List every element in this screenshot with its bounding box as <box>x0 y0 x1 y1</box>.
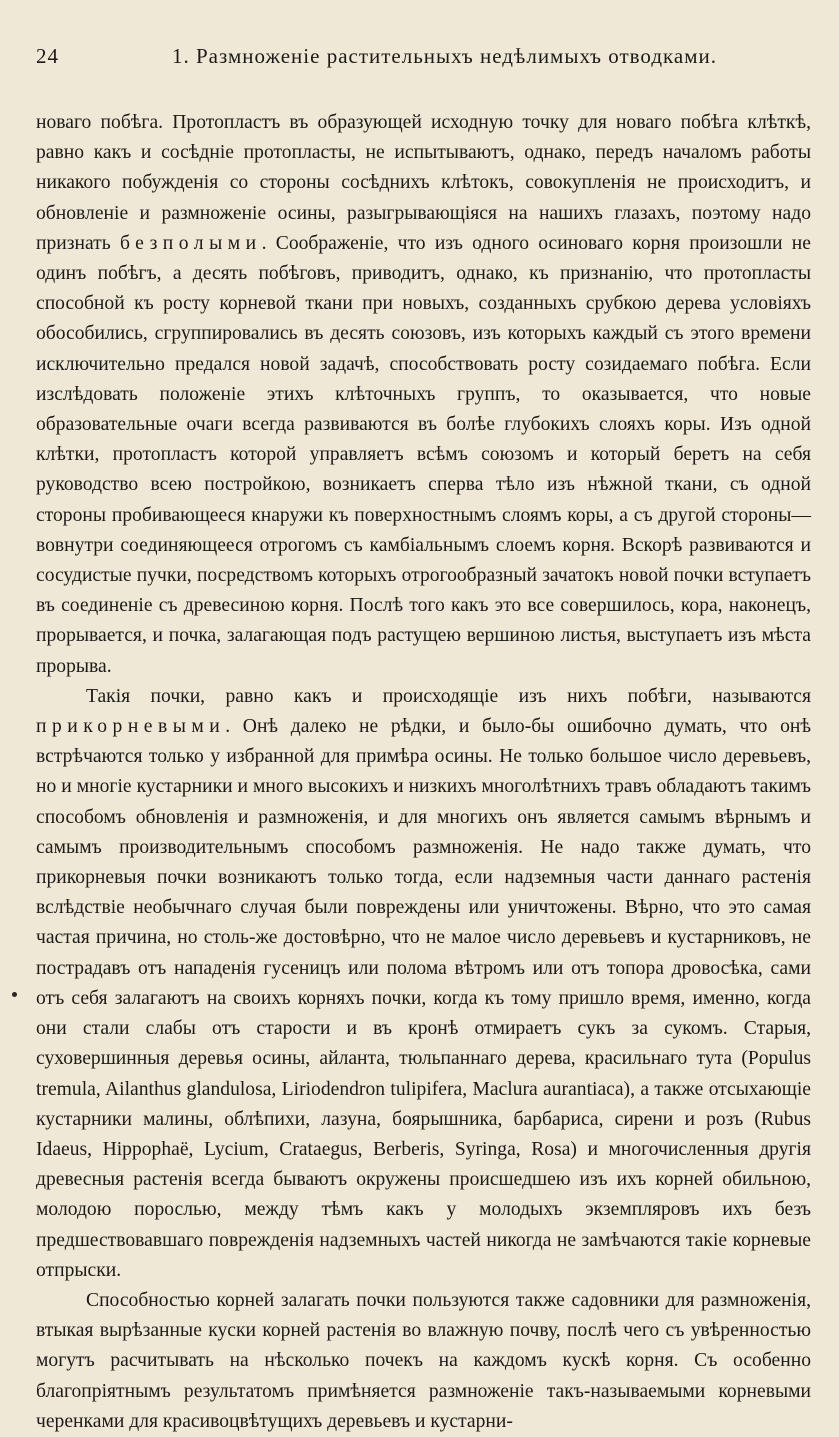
running-title: 1. Размноженіе растительныхъ недѣлимыхъ отводками. <box>172 44 717 68</box>
page-number: 24 <box>36 44 59 68</box>
margin-mark <box>12 992 17 997</box>
emphasized-term: безполыми <box>119 232 262 254</box>
paragraph-3 <box>36 1286 811 1437</box>
text-segment: новаго побѣга. Протопластъ въ образующей исходную точку для новаго побѣга клѣткѣ, равно какъ и сосѣдніе протопласты, не испытываютъ, однако, передъ началомъ работы никакого побужденія со стороны сосѣднихъ клѣтокъ, совокупленія не происходитъ, и обновленіе и размноженіе осины, разыгрывающіяся на нашихъ глазахъ, поэтому надо признать <box>36 112 811 254</box>
emphasized-term: прикорневыми <box>36 716 226 738</box>
paragraph-1 <box>36 108 811 682</box>
text-segment: . Соображеніе, что изъ одного осиноваго корня произошли не одинъ побѣгъ, а десять побѣговъ, приводитъ, однако, къ признанію, что протопласты способной къ росту корневой ткани при новыхъ, созданныхъ срубкою дерева условіяхъ обособились, сгруппировались въ десять союзовъ, изъ которыхъ каждый съ этого времени исключительно предался новой задачѣ, способствовать росту созидаемаго побѣга. Если изслѣдовать положеніе этихъ клѣточныхъ группъ, то оказывается, что новые образовательные очаги всегда развиваются въ болѣе глубокихъ слояхъ коры. Изъ одной клѣтки, протопластъ которой управляетъ всѣмъ союзомъ и который беретъ на себя руководство всею постройкою, возникаетъ сперва тѣло изъ нѣжной ткани, съ одной стороны пробивающееся кнаружи къ поверхностнымъ слоямъ коры, а съ другой стороны—вовнутри соединяющееся отрогомъ съ камбіальнымъ слоемъ корня. Вскорѣ развиваются и сосудистые пучки, посредствомъ которыхъ отрогообразный зачатокъ новой почки вступаетъ въ соединеніе съ древесиною корня. Послѣ того какъ это все совершилось, кора, наконецъ, прорывается, и почка, залагающая подъ растущею вершиною листья, выступаетъ изъ мѣста прорыва. <box>36 232 811 677</box>
text-segment: Такія почки, равно какъ и происходящіе изъ нихъ побѣги, называются <box>86 685 811 707</box>
running-head <box>36 44 813 74</box>
text-segment: Способностью корней залагать почки пользуются также садовники для размноженія, втыкая вырѣзанные куски корней растенія во влажную почву, послѣ чего съ увѣренностью могутъ расчитывать на нѣсколько почекъ на каждомъ кускѣ корня. Съ особенно благопріятнымъ результатомъ примѣняется размноженіе такъ-называемыми корневыми черенками для красивоцвѣтущихъ деревьевъ и кустарни- <box>36 1289 811 1432</box>
text-segment: . Онѣ далеко не рѣдки, и было-бы ошибочно думать, что онѣ встрѣчаются только у избранной для примѣра осины. Не только большое число деревьевъ, но и многіе кустарники и много высокихъ и низкихъ многолѣтнихъ травъ обладаютъ такимъ способомъ обновленія и размноженія, и для многихъ онъ является самымъ вѣрнымъ и самымъ производительнымъ способомъ размноженія. Не надо также думать, что прикорневыя почки возникаютъ только тогда, если надземныя части даннаго растенія вслѣдствіе необычнаго случая были повреждены или уничтожены. Вѣрно, что это самая частая причина, но столь-же достовѣрно, что не малое число деревьевъ и кустарниковъ, не пострадавъ отъ нападенія гусеницъ или полома вѣтромъ или отъ топора дровосѣка, сами отъ себя залагаютъ на своихъ корняхъ почки, когда къ тому пришло время, именно, когда они стали слабы отъ старости и въ кронѣ отмираетъ сукъ за сукомъ. Старыя, суховершинныя деревья осины, айланта, тюльпаннаго дерева, красильнаго тута (Populus tremula, Ailanthus glandulosa, Liriodendron tulipifera, Maclura aurantiaca), а также отсыхающіе кустарники малины, облѣпихи, лазуна, боярышника, барбариса, сирени и розъ (Rubus Idaeus, Hippophaë, Lycium, Crataegus, Berberis, Syringa, Rosa) и многочисленныя другія древесныя растенія всегда бываютъ окружены происшедшею изъ ихъ корней обильною, молодою порослью, между тѣмъ какъ у молодыхъ экземпляровъ ихъ безъ предшествовавшаго поврежденія надземныхъ частей никогда не замѣчаются такіе корневые отпрыски. <box>36 716 811 1281</box>
body-text <box>36 108 811 1437</box>
paragraph-2 <box>36 682 811 1286</box>
